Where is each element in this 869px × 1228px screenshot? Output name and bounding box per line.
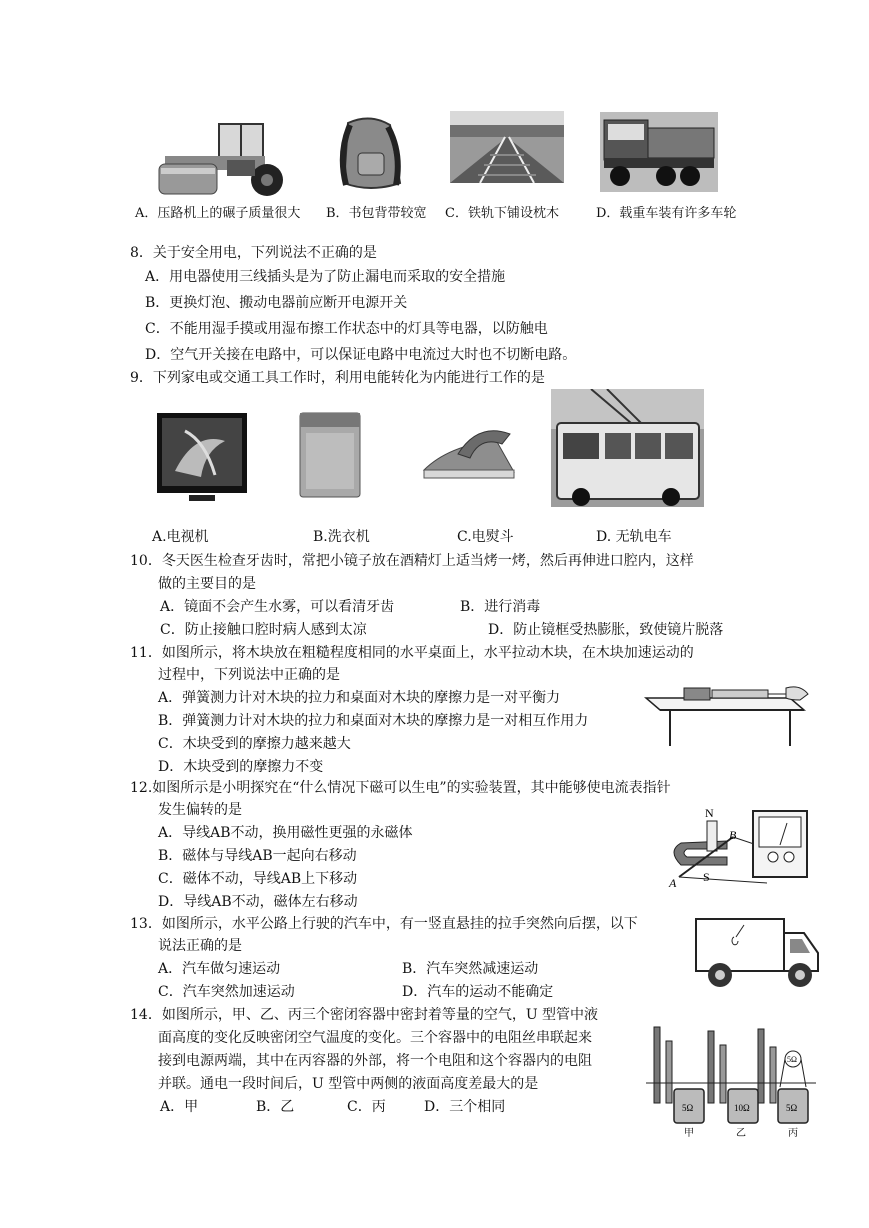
trolleybus-image [551, 389, 704, 507]
q8-option-c: C．不能用湿手摸或用湿布擦工作状态中的灯具等电器，以防触电 [145, 321, 548, 337]
fig-label-b: B [729, 828, 737, 842]
q9-option-b: B.洗衣机 [313, 529, 370, 545]
q8-option-a: A．用电器使用三线插头是为了防止漏电而采取的安全措施 [145, 269, 506, 285]
q14-stem-line3: 接到电源两端，其中在丙容器的外部，将一个电阻和这个容器内的电阻 [158, 1053, 592, 1069]
television-image [155, 411, 251, 505]
fig-label-n: N [705, 807, 714, 820]
dump-truck-image [600, 112, 718, 192]
q11-stem-line2: 过程中，下列说法中正确的是 [158, 667, 340, 683]
q13-stem-line1: 13．如图所示，水平公路上行驶的汽车中，有一竖直悬挂的拉手突然向后摆，以下 [130, 916, 638, 932]
q10-option-a: A．镜面不会产生水雾，可以看清牙齿 [160, 599, 395, 615]
electric-iron-image [418, 420, 520, 486]
q7-option-d: D．载重车装有许多车轮 [596, 206, 737, 221]
q14-option-d: D．三个相同 [424, 1099, 506, 1115]
q12-stem-line2: 发生偏转的是 [158, 802, 242, 818]
container-label-yi: 乙 [736, 1128, 746, 1139]
q14-option-a: A．甲 [160, 1099, 199, 1115]
resistor-label-ext: 5Ω [787, 1055, 797, 1064]
q10-stem-line2: 做的主要目的是 [158, 576, 256, 592]
q11-stem-line1: 11．如图所示，将木块放在粗糙程度相同的水平桌面上，水平拉动木块，在木块加速运动的 [130, 645, 694, 661]
q10-option-d: D．防止镜框受热膨胀，致使镜片脱落 [488, 622, 724, 638]
q7-option-b: B．书包背带较宽 [326, 206, 427, 221]
q13-stem-line2: 说法正确的是 [158, 938, 242, 954]
q14-stem-line2: 面高度的变化反映密闭空气温度的变化。三个容器中的电阻丝串联起来 [158, 1030, 592, 1046]
q14-stem-line1: 14．如图所示，甲、乙、丙三个密闭容器中密封着等量的空气，U 型管中液 [130, 1007, 599, 1023]
fig-label-a: A [669, 876, 677, 890]
q12-option-c: C．磁体不动，导线AB上下移动 [158, 871, 358, 887]
q10-stem-line1: 10．冬天医生检查牙齿时，常把小镜子放在酒精灯上适当烤一烤，然后再伸进口腔内，这样 [130, 553, 694, 569]
backpack-image [330, 113, 410, 193]
resistor-label-2: 10Ω [734, 1103, 750, 1113]
q7-option-a: A．压路机上的碾子质量很大 [135, 206, 301, 221]
q8-option-d: D．空气开关接在电路中，可以保证电路中电流过大时也不切断电路。 [145, 347, 577, 363]
q10-option-c: C．防止接触口腔时病人感到太凉 [160, 622, 367, 638]
magnet-galvanometer-figure [667, 807, 812, 893]
q12-option-d: D．导线AB不动，磁体左右移动 [158, 894, 358, 910]
resistor-label-3: 5Ω [786, 1103, 798, 1113]
three-containers-figure [646, 1025, 816, 1140]
q9-option-d: D. 无轨电车 [596, 529, 672, 545]
q14-option-c: C．丙 [347, 1099, 386, 1115]
q11-option-b: B．弹簧测力计对木块的拉力和桌面对木块的摩擦力是一对相互作用力 [158, 713, 589, 729]
washing-machine-image [296, 407, 366, 499]
q9-stem: 9．下列家电或交通工具工作时，利用电能转化为内能进行工作的是 [130, 370, 545, 386]
q8-stem: 8．关于安全用电，下列说法不正确的是 [130, 245, 377, 261]
q13-option-a: A．汽车做匀速运动 [158, 961, 281, 977]
resistor-label-1: 5Ω [682, 1103, 694, 1113]
q14-stem-line4: 并联。通电一段时间后，U 型管中两侧的液面高度差最大的是 [158, 1076, 539, 1092]
block-on-table-figure [640, 676, 810, 748]
q13-option-b: B．汽车突然减速运动 [402, 961, 539, 977]
q13-option-d: D．汽车的运动不能确定 [402, 984, 554, 1000]
q8-option-b: B．更换灯泡、搬动电器前应断开电源开关 [145, 295, 408, 311]
container-label-bing: 丙 [788, 1128, 798, 1139]
q11-option-c: C．木块受到的摩擦力越来越大 [158, 736, 351, 752]
q10-option-b: B．进行消毒 [460, 599, 541, 615]
q13-option-c: C．汽车突然加速运动 [158, 984, 295, 1000]
q7-option-c: C．铁轨下铺设枕木 [445, 206, 559, 221]
fig-label-s: S [703, 870, 710, 884]
q12-option-a: A．导线AB不动，换用磁性更强的永磁体 [158, 825, 413, 841]
railway-track-image [450, 111, 564, 183]
q9-option-c: C.电熨斗 [457, 529, 514, 545]
truck-with-strap-figure [692, 913, 822, 991]
q11-option-d: D．木块受到的摩擦力不变 [158, 759, 324, 775]
q14-option-b: B．乙 [256, 1099, 295, 1115]
q12-stem-line1: 12.如图所示是小明探究在“什么情况下磁可以生电”的实验装置，其中能够使电流表指针 [130, 780, 671, 796]
q12-option-b: B．磁体与导线AB一起向右移动 [158, 848, 357, 864]
container-label-jia: 甲 [684, 1128, 694, 1139]
q11-option-a: A．弹簧测力计对木块的拉力和桌面对木块的摩擦力是一对平衡力 [158, 690, 561, 706]
q9-option-a: A.电视机 [152, 529, 209, 545]
road-roller-image [157, 118, 290, 198]
